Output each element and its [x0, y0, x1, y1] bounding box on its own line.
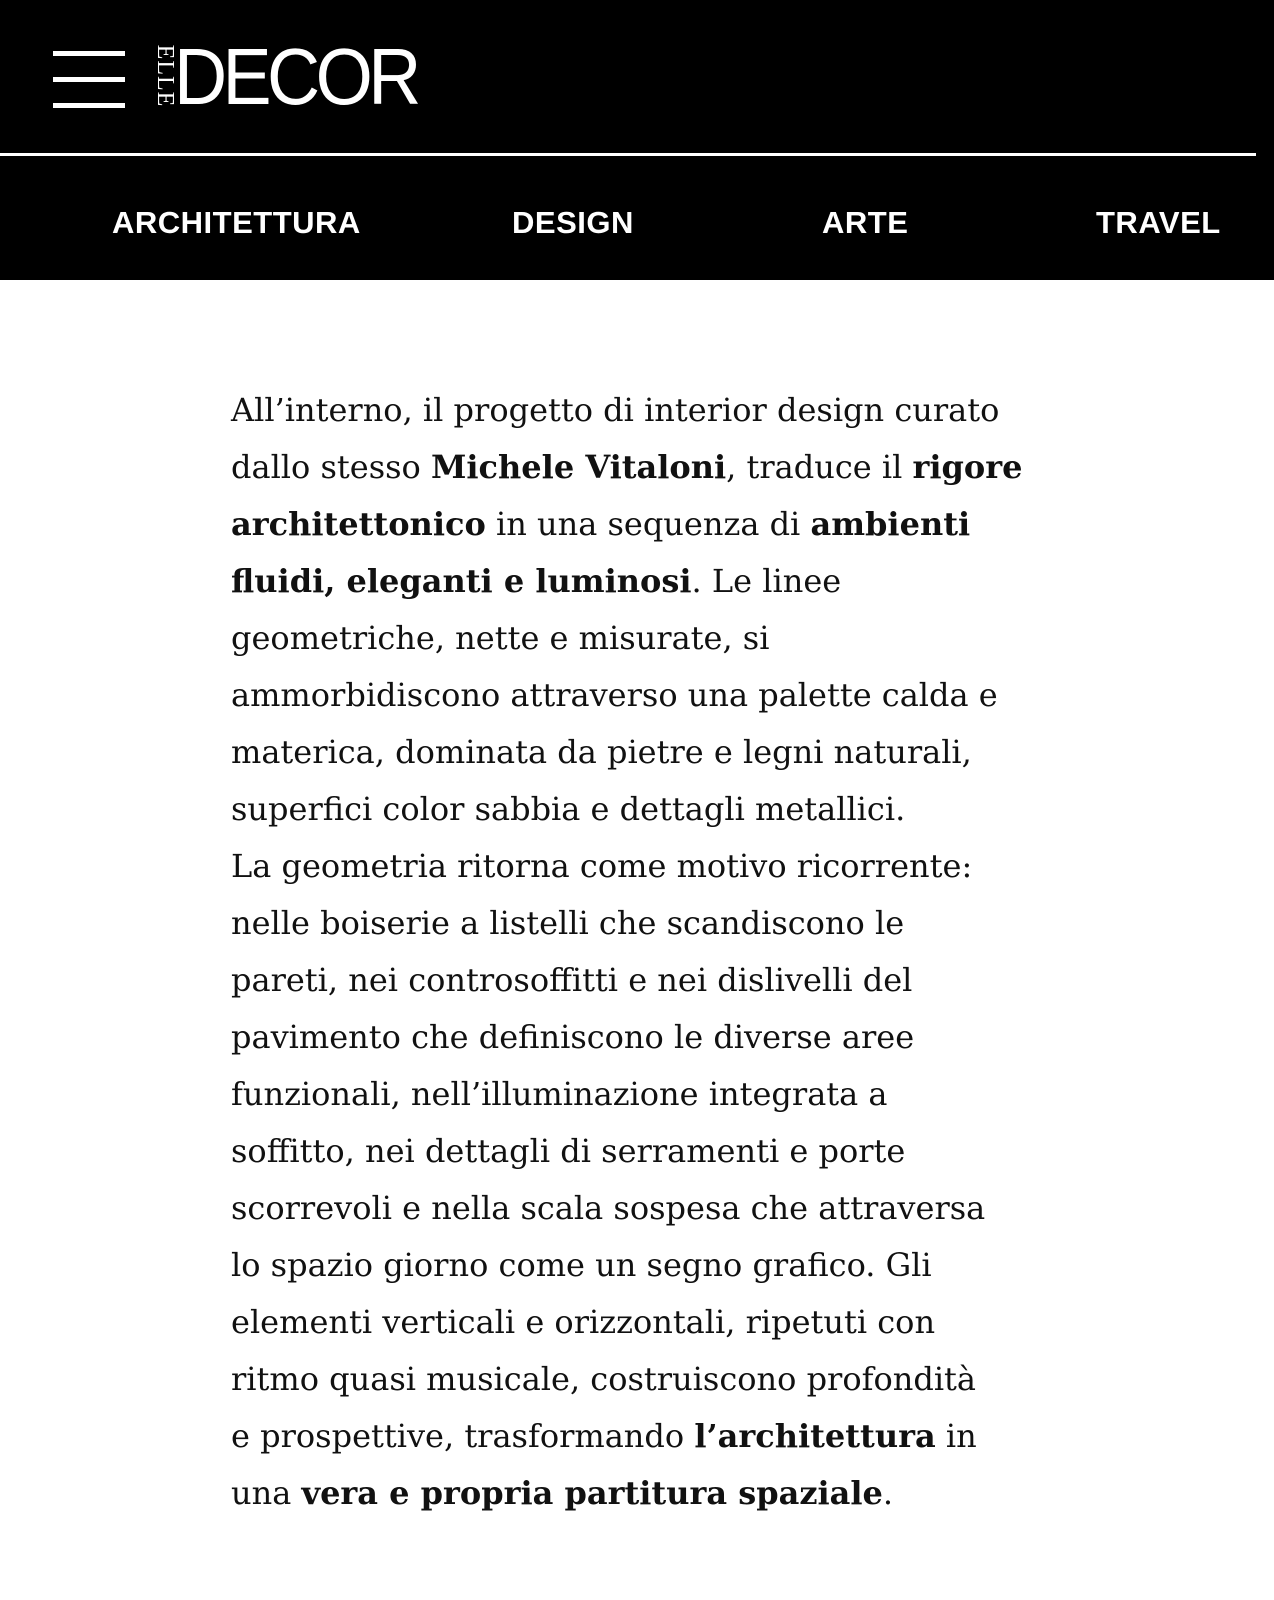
site-header — [0, 0, 1274, 280]
text-run: ammorbidiscono attraverso una palette calda e — [231, 676, 998, 714]
article-line — [231, 838, 1051, 895]
article-line — [231, 1237, 1051, 1294]
nav-item-travel[interactable]: TRAVEL — [1096, 205, 1221, 240]
text-run: e prospettive, trasformando — [231, 1417, 695, 1455]
article-line — [231, 724, 1051, 781]
article-line — [231, 952, 1051, 1009]
article-line — [231, 610, 1051, 667]
text-run: . Le linee — [691, 562, 842, 600]
article-body — [231, 382, 1051, 1522]
article-line — [231, 496, 1051, 553]
logo-decor-text: DECOR — [174, 32, 417, 121]
text-run: La geometria ritorna come motivo ricorrente: — [231, 847, 973, 885]
article-line — [231, 553, 1051, 610]
text-run: elementi verticali e orizzontali, ripetuti con — [231, 1303, 936, 1341]
text-run: All’interno, il progetto di interior design curato — [231, 391, 1000, 429]
hamburger-menu-icon[interactable] — [53, 47, 125, 113]
bold-text: rigore — [912, 448, 1023, 486]
text-run: lo spazio giorno come un segno grafico. Gli — [231, 1246, 932, 1284]
text-run: pavimento che definiscono le diverse aree — [231, 1018, 915, 1056]
article-line — [231, 1123, 1051, 1180]
article-line — [231, 1408, 1051, 1465]
text-run: funzionali, nell’illuminazione integrata a — [231, 1075, 888, 1113]
text-run: pareti, nei controsoffitti e nei dislivelli del — [231, 961, 913, 999]
menu-bar-bottom — [53, 103, 125, 108]
logo-elle-text: ELLE — [152, 44, 178, 108]
logo-elle — [146, 44, 176, 110]
text-run: . — [882, 1474, 894, 1512]
text-run: in — [935, 1417, 977, 1455]
article-line — [231, 1465, 1051, 1522]
text-run: superfici color sabbia e dettagli metallici. — [231, 790, 906, 828]
article-line — [231, 1351, 1051, 1408]
text-run: materica, dominata da pietre e legni naturali, — [231, 733, 972, 771]
menu-bar-top — [53, 51, 125, 56]
text-run: nelle boiserie a listelli che scandiscono le — [231, 904, 905, 942]
site-logo[interactable] — [146, 32, 417, 121]
article-line — [231, 382, 1051, 439]
article-line — [231, 781, 1051, 838]
text-run: ritmo quasi musicale, costruiscono profondità — [231, 1360, 976, 1398]
bold-text: ambienti — [810, 505, 971, 543]
article-line — [231, 895, 1051, 952]
main-nav — [0, 196, 1274, 256]
nav-item-architettura[interactable]: ARCHITETTURA — [112, 205, 361, 240]
nav-item-arte[interactable]: ARTE — [822, 205, 909, 240]
bold-text: Michele Vitaloni — [430, 448, 727, 486]
text-run: una — [231, 1474, 302, 1512]
nav-item-design[interactable]: DESIGN — [512, 205, 634, 240]
text-run: soffitto, nei dettagli di serramenti e porte — [231, 1132, 906, 1170]
article-line — [231, 667, 1051, 724]
text-run: dallo stesso — [231, 448, 431, 486]
article-line — [231, 1009, 1051, 1066]
text-run: in una sequenza di — [485, 505, 811, 543]
article-line — [231, 1294, 1051, 1351]
article-line — [231, 1066, 1051, 1123]
bold-text: vera e propria partitura spaziale — [301, 1474, 883, 1512]
article-line — [231, 1180, 1051, 1237]
text-run: scorrevoli e nella scala sospesa che attraversa — [231, 1189, 986, 1227]
menu-bar-middle — [53, 77, 125, 82]
bold-text: fluidi, eleganti e luminosi — [231, 562, 692, 600]
text-run: geometriche, nette e misurate, si — [231, 619, 770, 657]
bold-text: architettonico — [231, 505, 486, 543]
article-line — [231, 439, 1051, 496]
text-run: , traduce il — [726, 448, 913, 486]
bold-text: l’architettura — [694, 1417, 936, 1455]
header-divider — [0, 153, 1256, 156]
